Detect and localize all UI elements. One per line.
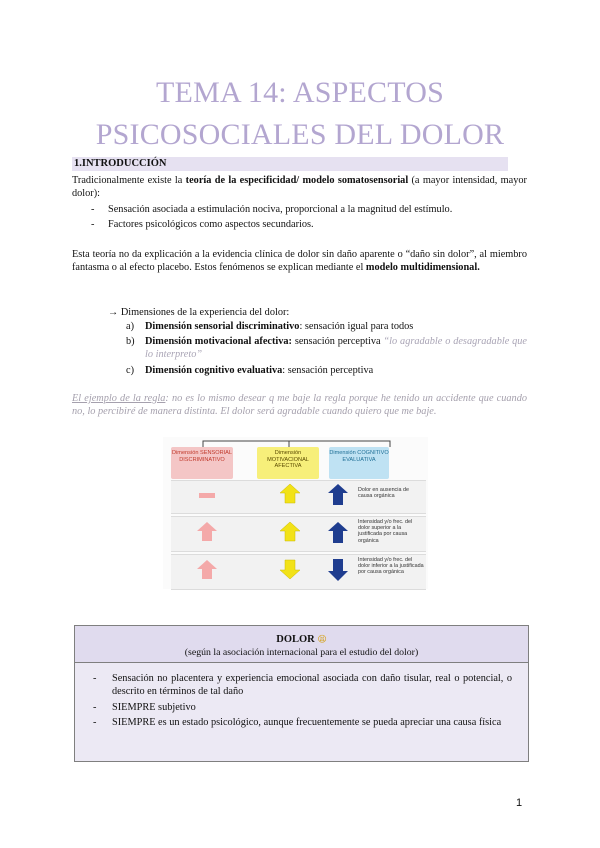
dimensions-heading: → Dimensiones de la experiencia del dolor: — [108, 307, 290, 318]
arrow-up-icon — [280, 522, 300, 541]
arrow-down-icon — [280, 560, 300, 579]
dimension-item — [145, 335, 527, 361]
arrow-up-icon — [328, 522, 348, 543]
bullet-dash: - — [91, 219, 95, 230]
table-title — [75, 634, 528, 646]
arrow-up-icon — [197, 560, 217, 579]
intro-text-pre: Tradicionalmente existe la — [72, 175, 186, 186]
row-1-label: Dolor en ausencia de causa orgánica — [358, 487, 409, 500]
intro-text-post: (a mayor intensidad, mayor dolor): — [72, 175, 527, 199]
cognitivo-box: Dimensión COGNITIVO EVALUATIVA — [329, 447, 389, 479]
emoji-icon: 😫 — [317, 635, 327, 645]
dimension-name: Dimensión motivacional afectiva: — [145, 336, 292, 347]
page-title-line-2: PSICOSOCIALES DEL DOLOR — [95, 118, 505, 151]
example-text: : no es lo mismo desear q me baje la regla porque he tenido un accidente que cuando no, lo percibiré de manera distinta. El dolor será agradable cuando quiero que me baje. — [72, 393, 527, 417]
figure-row-3 — [171, 554, 426, 590]
arrow-down-icon — [328, 559, 348, 581]
theory-text-bold: modelo multidimensional. — [365, 262, 480, 273]
sensorial-box: Dimensión SENSORIAL DISCRIMINATIVO — [171, 447, 233, 479]
example-paragraph — [72, 392, 527, 418]
dimension-desc: : sensación perceptiva — [282, 365, 374, 376]
dimension-name: Dimensión cognitivo evaluativa — [145, 365, 283, 376]
row-2-label: Intensidad y/o frec. del dolor superior a la justificada por causa orgánica — [358, 519, 413, 544]
dimension-name: Dimensión sensorial discriminativo — [145, 321, 300, 332]
intro-bullet: Factores psicológicos como aspectos secundarios. — [108, 219, 314, 230]
dimension-letter: a) — [126, 321, 134, 332]
bullet-dash: - — [91, 204, 95, 215]
table-item: Sensación no placentera y experiencia emocional asociada con daño tisular, real o potencial, o descrito en términos de tal daño — [112, 673, 512, 697]
table-body — [75, 663, 528, 761]
dimension-letter: b) — [126, 336, 135, 347]
table-item: SIEMPRE es un estado psicológico, aunque frecuentemente se pueda apreciar una causa física — [112, 717, 502, 728]
section-heading: 1.INTRODUCCIÓN — [74, 158, 167, 169]
motivacional-box: Dimensión MOTIVACIONAL AFECTIVA — [257, 447, 319, 479]
dimension-quote: “lo agradable o desagradable que lo interpreto” — [145, 336, 527, 360]
dimension-item — [145, 364, 373, 377]
table-title-text: DOLOR — [276, 634, 315, 645]
table-header — [75, 626, 528, 663]
figure-row-1 — [171, 480, 426, 514]
page-title-line-1: TEMA 14: ASPECTOS — [156, 76, 444, 109]
arrow-up-icon — [328, 484, 348, 505]
dimension-desc: : sensación igual para todos — [299, 321, 414, 332]
dimension-item — [145, 320, 413, 333]
arrow-up-icon — [197, 522, 217, 541]
table-item: SIEMPRE subjetivo — [112, 702, 196, 713]
intro-text-bold: teoría de la especificidad/ modelo somatosensorial — [185, 175, 409, 186]
dimension-desc: sensación perceptiva — [291, 336, 384, 347]
arrow-up-icon — [280, 484, 300, 503]
theory-paragraph — [72, 248, 527, 274]
bullet-dash: - — [93, 673, 97, 684]
figure-row-2 — [171, 516, 426, 552]
page-number: 1 — [516, 797, 523, 809]
dolor-definition-table — [74, 625, 529, 762]
intro-bullet: Sensación asociada a estimulación nociva, proporcional a la magnitud del estímulo. — [108, 204, 453, 215]
dimensions-figure — [163, 437, 428, 589]
dimension-letter: c) — [126, 365, 134, 376]
example-label: El ejemplo de la regla — [72, 393, 166, 404]
table-subtitle: (según la asociación internacional para el estudio del dolor) — [184, 647, 419, 658]
theory-text: Esta teoría no da explicación a la evidencia clínica de dolor sin daño aparente o “daño sin dolor”, al miembro fantasma o al efecto placebo. Estos fenómenos se explican mediante el — [72, 249, 527, 273]
intro-paragraph — [72, 174, 527, 200]
bullet-dash: - — [93, 702, 97, 713]
bullet-dash: - — [93, 717, 97, 728]
row-3-label: Intensidad y/o frec. del dolor inferior a la justificada por causa orgánica — [358, 557, 424, 576]
equal-sign-icon — [199, 493, 215, 498]
